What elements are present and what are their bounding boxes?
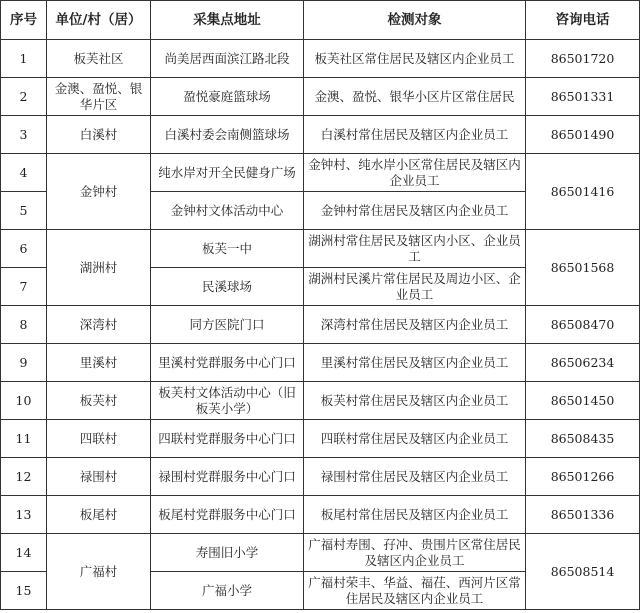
- cell-target: 金钟村、纯水岸小区常住居民及辖区内企业员工: [304, 154, 526, 192]
- cell-unit: 湖洲村: [47, 230, 151, 306]
- cell-target: 深湾村常住居民及辖区内企业员工: [304, 306, 526, 344]
- table-row: [1, 382, 640, 420]
- cell-unit: 里溪村: [47, 344, 151, 382]
- cell-site: 板尾村党群服务中心门口: [151, 496, 304, 534]
- cell-no: 14: [1, 534, 47, 572]
- cell-no: 1: [1, 40, 47, 78]
- cell-no: 12: [1, 458, 47, 496]
- table-row: [1, 534, 640, 572]
- cell-no: 8: [1, 306, 47, 344]
- cell-no: 15: [1, 572, 47, 610]
- table-header-row: [1, 1, 640, 40]
- header-target: 检测对象: [304, 1, 526, 40]
- cell-no: 2: [1, 78, 47, 116]
- table-row: [1, 458, 640, 496]
- cell-site: 同方医院门口: [151, 306, 304, 344]
- cell-phone: 86508470: [526, 306, 640, 344]
- cell-site: 四联村党群服务中心门口: [151, 420, 304, 458]
- cell-unit: 禄围村: [47, 458, 151, 496]
- cell-unit: 板芙村: [47, 382, 151, 420]
- cell-phone: 86501266: [526, 458, 640, 496]
- cell-phone: 86501331: [526, 78, 640, 116]
- cell-target: 板芙社区常住居民及辖区内企业员工: [304, 40, 526, 78]
- cell-target: 广福村寿围、孖冲、贵围片区常住居民及辖区内企业员工: [304, 534, 526, 572]
- header-phone: 咨询电话: [526, 1, 640, 40]
- cell-phone: 86501490: [526, 116, 640, 154]
- cell-no: 6: [1, 230, 47, 268]
- cell-unit: 广福村: [47, 534, 151, 610]
- cell-target: 湖洲村常住居民及辖区内小区、企业员工: [304, 230, 526, 268]
- table-row: [1, 154, 640, 192]
- cell-phone: 86501720: [526, 40, 640, 78]
- table-row: [1, 40, 640, 78]
- cell-site: 尚美居西面滨江路北段: [151, 40, 304, 78]
- cell-no: 10: [1, 382, 47, 420]
- header-site: 采集点地址: [151, 1, 304, 40]
- cell-target: 金澳、盈悦、银华小区片区常住居民: [304, 78, 526, 116]
- cell-no: 11: [1, 420, 47, 458]
- cell-unit: 金钟村: [47, 154, 151, 230]
- cell-site: 禄围村党群服务中心门口: [151, 458, 304, 496]
- cell-phone: 86501416: [526, 154, 640, 230]
- cell-target: 里溪村常住居民及辖区内企业员工: [304, 344, 526, 382]
- table-row: [1, 306, 640, 344]
- cell-target: 禄围村常住居民及辖区内企业员工: [304, 458, 526, 496]
- cell-phone: 86508514: [526, 534, 640, 610]
- table-row: [1, 116, 640, 154]
- cell-site: 金钟村文体活动中心: [151, 192, 304, 230]
- cell-site: 板芙一中: [151, 230, 304, 268]
- cell-unit: 白溪村: [47, 116, 151, 154]
- cell-site: 寿围旧小学: [151, 534, 304, 572]
- cell-unit: 深湾村: [47, 306, 151, 344]
- cell-phone: 86501568: [526, 230, 640, 306]
- table-row: [1, 230, 640, 268]
- cell-phone: 86501450: [526, 382, 640, 420]
- cell-site: 纯水岸对开全民健身广场: [151, 154, 304, 192]
- header-no: 序号: [1, 1, 47, 40]
- cell-target: 湖洲村民溪片常住居民及周边小区、企业员工: [304, 268, 526, 306]
- table-row: [1, 420, 640, 458]
- table-row: [1, 496, 640, 534]
- table-row: [1, 344, 640, 382]
- cell-target: 广福村荣丰、华益、福茌、西河片区常住居民及辖区内企业员工: [304, 572, 526, 610]
- cell-no: 7: [1, 268, 47, 306]
- cell-unit: 板芙社区: [47, 40, 151, 78]
- header-unit: 单位/村（居）: [47, 1, 151, 40]
- cell-target: 四联村常住居民及辖区内企业员工: [304, 420, 526, 458]
- cell-target: 板尾村常住居民及辖区内企业员工: [304, 496, 526, 534]
- cell-no: 4: [1, 154, 47, 192]
- cell-unit: 金澳、盈悦、银华片区: [47, 78, 151, 116]
- cell-site: 白溪村委会南侧篮球场: [151, 116, 304, 154]
- cell-site: 广福小学: [151, 572, 304, 610]
- cell-phone: 86506234: [526, 344, 640, 382]
- cell-target: 板芙村常住居民及辖区内企业员工: [304, 382, 526, 420]
- cell-phone: 86508435: [526, 420, 640, 458]
- cell-site: 盈悦豪庭篮球场: [151, 78, 304, 116]
- cell-no: 9: [1, 344, 47, 382]
- cell-no: 13: [1, 496, 47, 534]
- table-row: [1, 78, 640, 116]
- cell-target: 白溪村常住居民及辖区内企业员工: [304, 116, 526, 154]
- cell-unit: 板尾村: [47, 496, 151, 534]
- cell-no: 5: [1, 192, 47, 230]
- cell-target: 金钟村常住居民及辖区内企业员工: [304, 192, 526, 230]
- cell-no: 3: [1, 116, 47, 154]
- cell-phone: 86501336: [526, 496, 640, 534]
- cell-site: 民溪球场: [151, 268, 304, 306]
- cell-site: 板芙村文体活动中心（旧板芙小学）: [151, 382, 304, 420]
- cell-unit: 四联村: [47, 420, 151, 458]
- cell-site: 里溪村党群服务中心门口: [151, 344, 304, 382]
